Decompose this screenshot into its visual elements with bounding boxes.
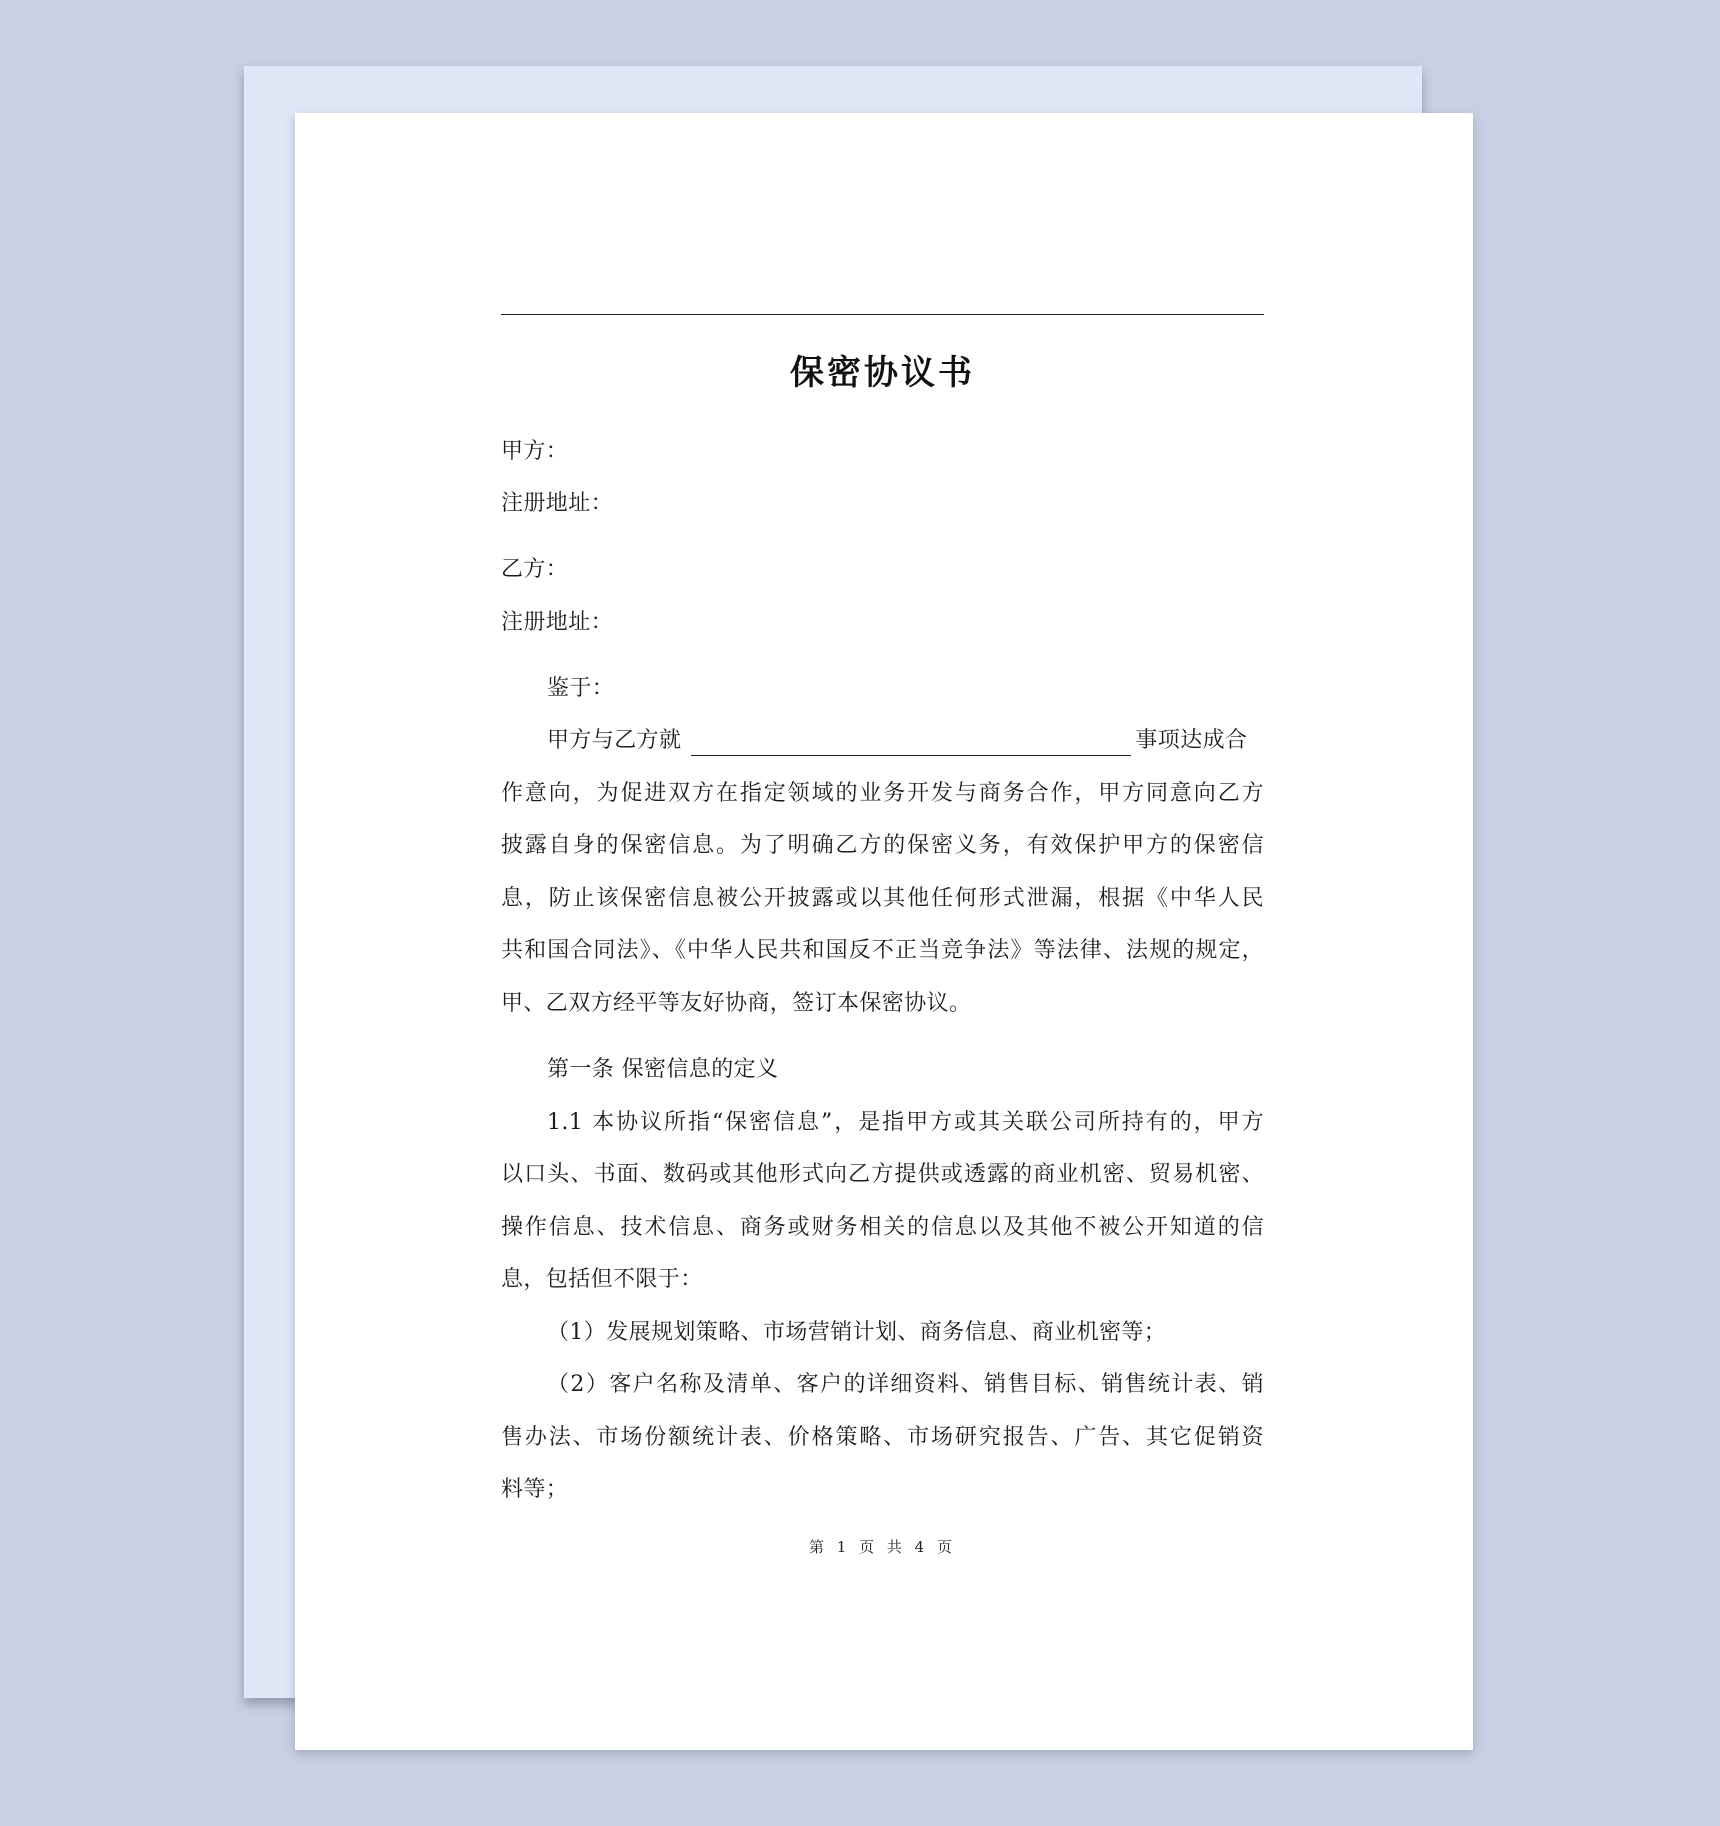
recital-line: 作意向，为促进双方在指定领域的业务开发与商务合作，甲方同意向乙方 xyxy=(501,781,1264,806)
recital-intro-line xyxy=(547,726,1264,756)
clause-1-1-line: 以口头、书面、数码或其他形式向乙方提供或透露的商业机密、贸易机密、 xyxy=(501,1162,1264,1187)
document-page xyxy=(295,113,1473,1750)
recital-intro-before-blank: 甲方与乙方就 xyxy=(547,728,682,753)
party-b-address-label: 注册地址： xyxy=(501,610,614,635)
recital-line: 披露自身的保密信息。为了明确乙方的保密义务，有效保护甲方的保密信 xyxy=(501,833,1264,858)
clause-1-1-line: 息，包括但不限于： xyxy=(501,1267,703,1292)
header-rule xyxy=(501,314,1264,315)
whereas-label: 鉴于： xyxy=(547,676,615,701)
recital-intro-after-blank: 事项达成合 xyxy=(1135,728,1248,753)
recital-line: 甲、乙双方经平等友好协商，签订本保密协议。 xyxy=(501,991,972,1016)
document-title: 保密协议书 xyxy=(790,353,975,393)
list-item-1: （1）发展规划策略、市场营销计划、商务信息、商业机密等； xyxy=(547,1320,1167,1345)
recital-line: 息，防止该保密信息被公开披露或以其他任何形式泄漏，根据《中华人民 xyxy=(501,886,1264,911)
list-item-2-first-line: （2）客户名称及清单、客户的详细资料、销售目标、销售统计表、销 xyxy=(547,1372,1264,1397)
list-item-2-line: 料等； xyxy=(501,1477,569,1502)
list-item-2-line: 售办法、市场份额统计表、价格策略、市场研究报告、广告、其它促销资 xyxy=(501,1425,1264,1450)
clause-1-1-first-line: 1.1 本协议所指“保密信息”，是指甲方或其关联公司所持有的，甲方 xyxy=(547,1110,1264,1135)
page-footer: 第 1 页 共 4 页 xyxy=(809,1538,956,1556)
article-1-heading: 第一条 保密信息的定义 xyxy=(547,1057,779,1082)
matter-blank-line xyxy=(691,731,1131,756)
recital-line: 共和国合同法》、《中华人民共和国反不正当竞争法》等法律、法规的规定， xyxy=(501,938,1264,963)
clause-1-1-line: 操作信息、技术信息、商务或财务相关的信息以及其他不被公开知道的信 xyxy=(501,1215,1264,1240)
party-a-address-label: 注册地址： xyxy=(501,491,614,516)
party-b-label: 乙方： xyxy=(501,557,569,582)
party-a-label: 甲方： xyxy=(501,439,569,464)
